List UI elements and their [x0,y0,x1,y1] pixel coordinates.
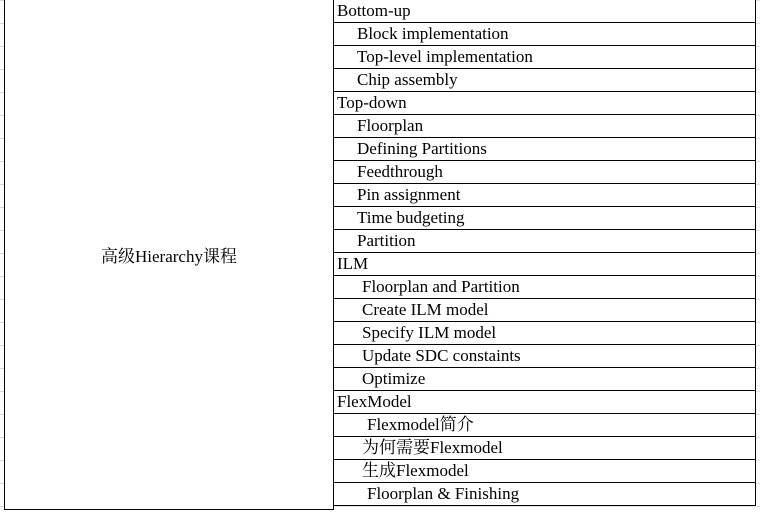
topic-text: Floorplan [357,116,424,135]
topic-text: Specify ILM model [362,323,497,342]
outline-section-cell[interactable] [334,0,756,23]
outline-topic-cell[interactable] [334,46,756,69]
section-heading-text: Top-down [337,93,407,112]
outline-topic-cell[interactable] [334,483,756,506]
topic-text: Defining Partitions [357,139,487,158]
outline-topic-cell[interactable] [334,184,756,207]
topic-text: 为何需要Flexmodel [362,438,503,457]
outline-topic-cell[interactable] [334,345,756,368]
outline-topic-cell[interactable] [334,207,756,230]
outline-topic-cell[interactable] [334,437,756,460]
topic-text: 生成Flexmodel [362,461,469,480]
course-title-label: 高级Hierarchy课程 [101,246,237,266]
topic-text: Create ILM model [362,300,489,319]
topic-text: Floorplan & Finishing [367,484,520,503]
right-gutter-gridlines [756,0,760,514]
topic-text: Partition [357,231,416,250]
outline-section-cell[interactable] [334,253,756,276]
topic-text: Time budgeting [357,208,465,227]
outline-topic-cell[interactable] [334,368,756,391]
outline-topic-cell[interactable] [334,322,756,345]
outline-topic-cell[interactable] [334,230,756,253]
outline-topic-cell[interactable] [334,138,756,161]
outline-topic-cell[interactable] [334,23,756,46]
topic-text: Floorplan and Partition [362,277,520,296]
course-title-cell[interactable] [4,0,334,510]
outline-topic-cell[interactable] [334,161,756,184]
outline-column [334,0,756,514]
topic-text: Flexmodel简介 [367,415,474,434]
topic-text: Block implementation [357,24,509,43]
outline-topic-cell[interactable] [334,69,756,92]
outline-topic-cell[interactable] [334,115,756,138]
outline-topic-cell[interactable] [334,414,756,437]
topic-text: Chip assembly [357,70,458,89]
outline-topic-cell[interactable] [334,460,756,483]
outline-section-cell[interactable] [334,92,756,115]
topic-text: Top-level implementation [357,47,533,66]
outline-topic-cell[interactable] [334,299,756,322]
topic-text: Pin assignment [357,185,461,204]
outline-topic-cell[interactable] [334,276,756,299]
topic-text: Update SDC constaints [362,346,521,365]
topic-text: Optimize [362,369,426,388]
section-heading-text: Bottom-up [337,1,411,20]
outline-section-cell[interactable] [334,391,756,414]
section-heading-text: FlexModel [337,392,412,411]
topic-text: Feedthrough [357,162,443,181]
section-heading-text: ILM [337,254,369,273]
